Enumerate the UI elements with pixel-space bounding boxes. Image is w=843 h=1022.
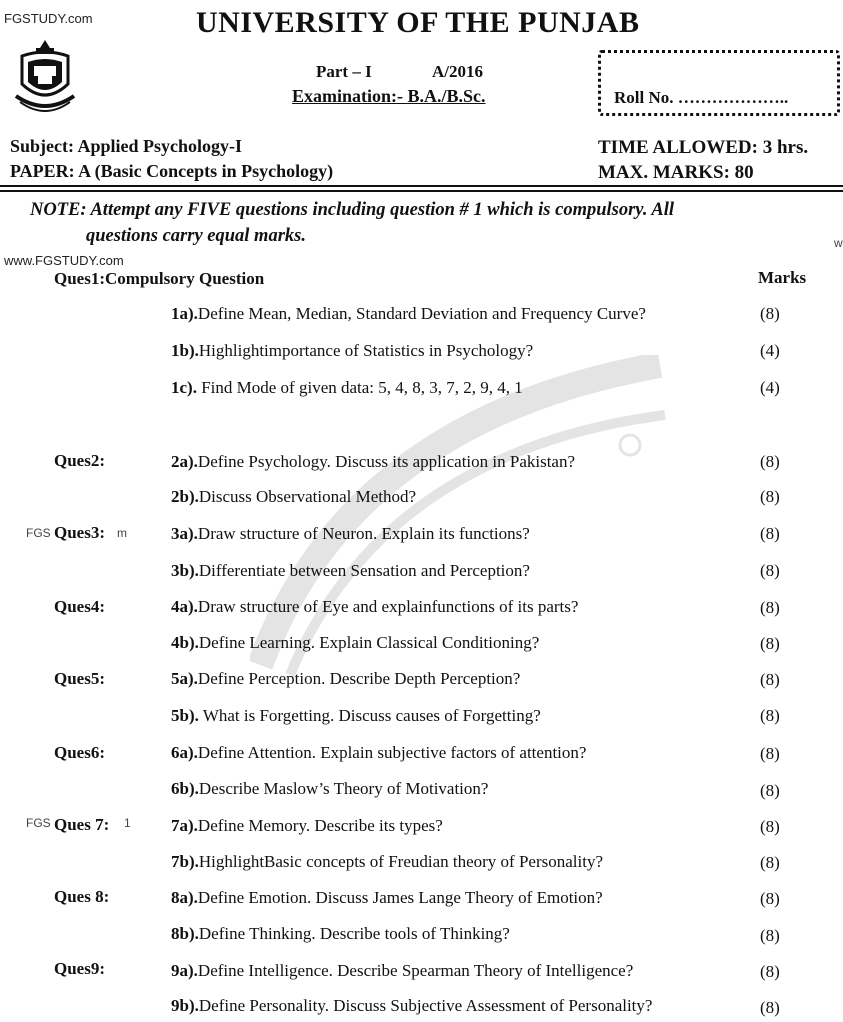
part-marks: (8) [760,524,780,543]
subject-label: Subject: Applied Psychology-I [10,136,243,156]
question-part: 3b).Differentiate between Sensation and Perception? [171,561,530,580]
university-title: UNIVERSITY OF THE PUNJAB [196,6,640,39]
question-part: 5b). What is Forgetting. Discuss causes of Forgetting? [171,706,541,725]
part-marks: (8) [760,998,780,1017]
part-marks: (8) [760,781,780,800]
roll-number-field[interactable]: Roll No. ……………….. [614,88,789,107]
time-allowed: TIME ALLOWED: 3 hrs. [598,137,809,158]
question-part: 1a).Define Mean, Median, Standard Deviation and Frequency Curve? [171,304,646,323]
max-marks: MAX. MARKS: 80 [598,162,754,183]
part-marks: (8) [760,598,780,617]
paper-label: PAPER: A (Basic Concepts in Psychology) [10,161,334,181]
part-label: Part – I [316,62,372,81]
part-marks: (8) [760,706,780,725]
question-label-9: Ques9: [54,959,105,978]
part-marks: (8) [760,561,780,580]
question-part: 1c). Find Mode of given data: 5, 4, 8, 3, 7, 2, 9, 4, 1 [171,378,523,397]
question-label-3: Ques3: [54,523,105,542]
question-label-2: Ques2: [54,451,105,470]
university-seal-icon [14,36,76,116]
question-part: 2b).Discuss Observational Method? [171,487,417,506]
margin-fragment: m [117,526,127,540]
question-part: 9b).Define Personality. Discuss Subjective Assessment of Personality? [171,996,653,1015]
question-part: 8b).Define Thinking. Describe tools of Thinking? [171,924,510,943]
site-watermark-mid: www.FGSTUDY.com [4,253,124,268]
part-marks: (8) [760,634,780,653]
part-marks: (8) [760,487,780,506]
note-line-2: questions carry equal marks. [86,226,306,246]
question-label-5: Ques5: [54,669,105,688]
margin-fragment: w [834,236,843,250]
margin-fragment: 1 [124,816,131,830]
divider [0,185,843,187]
question-label-6: Ques6: [54,743,105,762]
part-marks: (8) [760,853,780,872]
part-marks: (8) [760,670,780,689]
question-label-7: Ques 7: [54,815,110,834]
question-label-4: Ques4: [54,597,105,616]
question-part: 4b).Define Learning. Explain Classical Conditioning? [171,633,540,652]
question-part: 6a).Define Attention. Explain subjective factors of attention? [171,743,587,762]
question-part: 8a).Define Emotion. Discuss James Lange Theory of Emotion? [171,888,603,907]
part-marks: (8) [760,817,780,836]
part-marks: (8) [760,304,780,323]
part-marks: (8) [760,926,780,945]
marks-column-header: Marks [758,268,807,287]
margin-fragment: FGS [26,816,51,830]
part-marks: (8) [760,962,780,981]
session-label: A/2016 [432,62,483,81]
part-marks: (4) [760,378,780,397]
divider [0,190,843,192]
question-part: 4a).Draw structure of Eye and explainfunctions of its parts? [171,597,579,616]
question-part: 6b).Describe Maslow’s Theory of Motivation? [171,779,489,798]
site-watermark-top: FGSTUDY.com [4,11,93,26]
margin-fragment: FGS [26,526,51,540]
question-part: 7a).Define Memory. Describe its types? [171,816,443,835]
question-part: 5a).Define Perception. Describe Depth Perception? [171,669,521,688]
question-label-8: Ques 8: [54,887,110,906]
part-marks: (4) [760,341,780,360]
examination-label: Examination:- B.A./B.Sc. [292,86,486,106]
question-part: 7b).HighlightBasic concepts of Freudian theory of Personality? [171,852,604,871]
question-part: 9a).Define Intelligence. Describe Spearman Theory of Intelligence? [171,961,634,980]
part-marks: (8) [760,744,780,763]
part-marks: (8) [760,889,780,908]
part-marks: (8) [760,452,780,471]
question-part: 3a).Draw structure of Neuron. Explain its functions? [171,524,530,543]
question-label-1: Ques1:Compulsory Question [54,269,265,288]
question-part: 1b).Highlightimportance of Statistics in Psychology? [171,341,534,360]
question-part: 2a).Define Psychology. Discuss its application in Pakistan? [171,452,576,471]
note-line-1: NOTE: Attempt any FIVE questions including question # 1 which is compulsory. All [30,200,675,220]
